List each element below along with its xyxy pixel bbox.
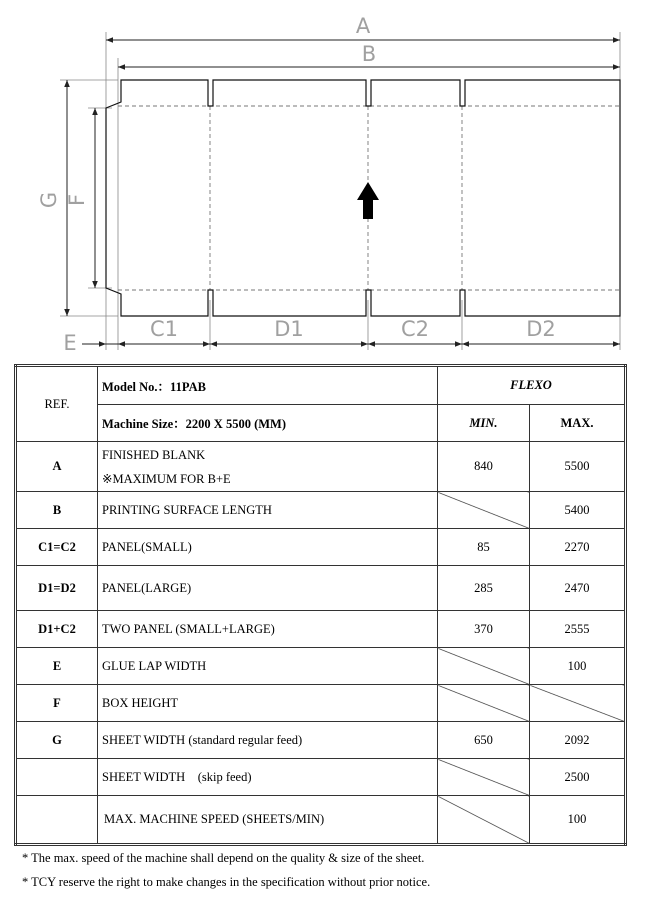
table-row (16, 611, 626, 648)
row-desc-line2: ※MAXIMUM FOR B+E (102, 471, 231, 486)
row-min: 840 (438, 442, 530, 492)
footnote-rights: * TCY reserve the right to make changes in the specification without prior notice. (22, 875, 431, 889)
box-blank-diagram (0, 0, 648, 362)
spec-table (14, 364, 627, 846)
row-max: 2470 (530, 566, 626, 611)
row-min: 85 (438, 529, 530, 566)
table-row (16, 492, 626, 529)
row-desc: PRINTING SURFACE LENGTH (98, 492, 438, 529)
row-max: 5400 (530, 492, 626, 529)
row-desc: SHEET WIDTH (standard regular feed) (98, 722, 438, 759)
dimension-lines (67, 40, 620, 344)
row-min-empty (438, 648, 530, 685)
row-ref (16, 796, 98, 845)
row-max: 100 (530, 796, 626, 845)
row-min-empty (438, 492, 530, 529)
row-desc: GLUE LAP WIDTH (98, 648, 438, 685)
machine-size: Machine Size：2200 X 5500 (MM) (98, 405, 438, 442)
row-desc (98, 442, 438, 492)
row-min-empty (438, 685, 530, 722)
row-max: 5500 (530, 442, 626, 492)
row-ref: C1=C2 (16, 529, 98, 566)
feed-direction-icon (357, 182, 379, 219)
label-e: E (63, 331, 77, 355)
row-desc: PANEL(SMALL) (98, 529, 438, 566)
row-min: 650 (438, 722, 530, 759)
row-desc: TWO PANEL (SMALL+LARGE) (98, 611, 438, 648)
table-row (16, 722, 626, 759)
footnote-speed: * The max. speed of the machine shall depend on the quality & size of the sheet. (22, 851, 425, 865)
row-ref: G (16, 722, 98, 759)
model-number: Model No.：11PAB (98, 366, 438, 405)
table-row (16, 796, 626, 845)
label-g: G (37, 191, 61, 209)
row-ref (16, 759, 98, 796)
table-row (16, 442, 626, 492)
table-row (16, 529, 626, 566)
row-desc-line1: FINISHED BLANK (102, 447, 206, 462)
row-ref: D1+C2 (16, 611, 98, 648)
row-ref: F (16, 685, 98, 722)
row-max: 2092 (530, 722, 626, 759)
row-desc: MAX. MACHINE SPEED (SHEETS/MIN) (98, 796, 438, 845)
table-row (16, 685, 626, 722)
flexo-header: FLEXO (438, 366, 626, 405)
label-c2: C2 (400, 317, 430, 341)
row-max: 2555 (530, 611, 626, 648)
row-ref: A (16, 442, 98, 492)
label-b: B (361, 42, 377, 66)
row-max: 100 (530, 648, 626, 685)
min-header: MIN. (438, 405, 530, 442)
label-c1: C1 (149, 317, 179, 341)
row-max-empty (530, 685, 626, 722)
label-d2: D2 (526, 317, 556, 341)
row-min: 285 (438, 566, 530, 611)
row-desc: PANEL(LARGE) (98, 566, 438, 611)
row-desc: SHEET WIDTH (skip feed) (98, 759, 438, 796)
row-min: 370 (438, 611, 530, 648)
row-max: 2270 (530, 529, 626, 566)
max-header: MAX. (530, 405, 626, 442)
row-ref: D1=D2 (16, 566, 98, 611)
row-max: 2500 (530, 759, 626, 796)
ref-header: REF. (16, 366, 98, 442)
row-desc: BOX HEIGHT (98, 685, 438, 722)
table-row (16, 566, 626, 611)
row-min-empty (438, 796, 530, 845)
label-a: A (355, 14, 371, 38)
label-d1: D1 (274, 317, 304, 341)
table-row (16, 648, 626, 685)
row-min-empty (438, 759, 530, 796)
table-row (16, 759, 626, 796)
row-ref: B (16, 492, 98, 529)
row-ref: E (16, 648, 98, 685)
label-f: F (65, 193, 89, 207)
